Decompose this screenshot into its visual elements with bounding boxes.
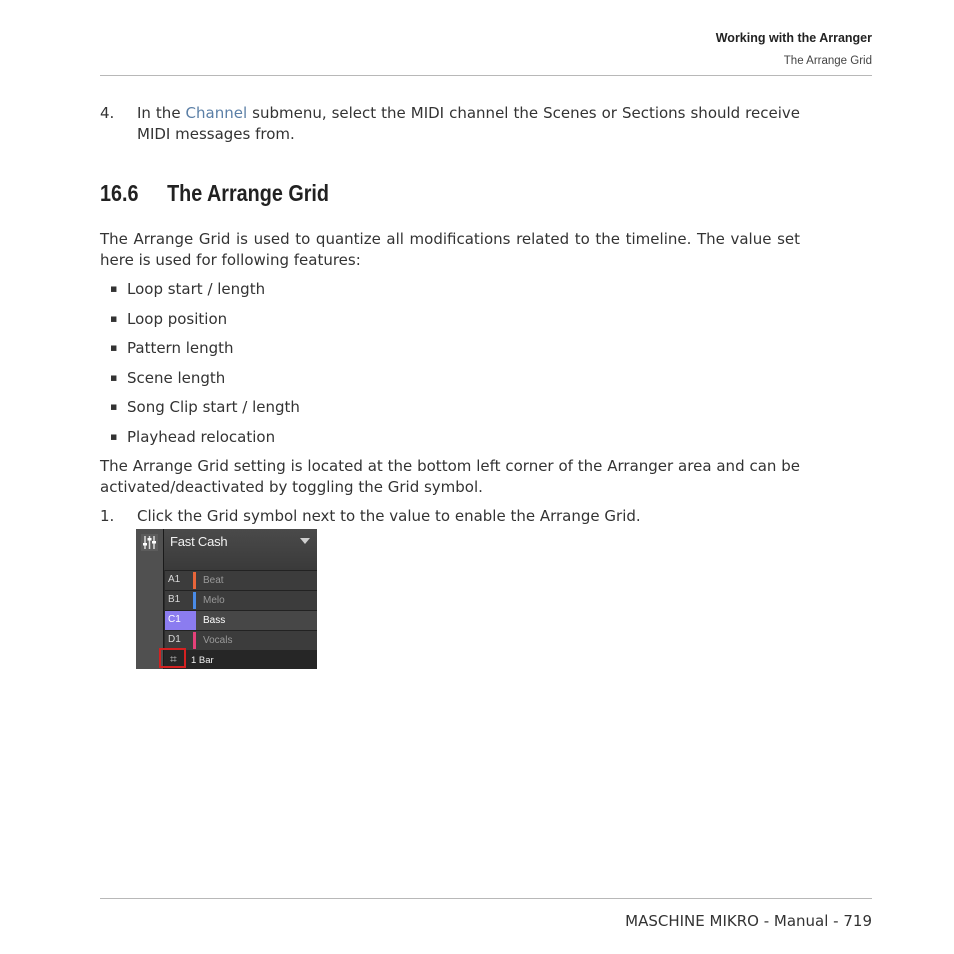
step-4 [100, 103, 800, 144]
list-item [110, 397, 300, 427]
mixer-icon[interactable] [141, 534, 158, 551]
scene-row-c1[interactable] [165, 610, 317, 630]
step-4-text-after: submenu, select the MIDI channel the Scenes or Sections should receive MIDI messages from. [137, 104, 800, 143]
dropdown-arrow-icon[interactable] [300, 538, 310, 544]
header-subtitle: The Arrange Grid [783, 55, 872, 67]
scene-row-id: D1 [168, 634, 181, 645]
list-item [110, 338, 300, 368]
list-item [110, 368, 300, 398]
page-footer: MASCHINE MIKRO - Manual - 719 [625, 912, 872, 930]
list-item-text: Loop start / length [127, 280, 266, 298]
footer-rule [100, 898, 872, 899]
scene-row-id: C1 [168, 614, 181, 625]
project-title-bar[interactable] [164, 529, 317, 570]
list-item [110, 309, 300, 339]
scene-row-name: Melo [203, 595, 225, 606]
scene-row-d1[interactable] [165, 630, 317, 650]
scene-row-id: A1 [168, 574, 181, 585]
list-item-text: Playhead relocation [127, 427, 276, 446]
bullet-icon: ▪ [110, 341, 118, 354]
grid-icon[interactable]: ⌗ [170, 652, 177, 666]
intro-paragraph: The Arrange Grid is used to quantize all modifications related to the timeline. The value set here is used for following features: [100, 230, 800, 269]
bullet-icon: ▪ [110, 311, 118, 325]
step-1 [100, 506, 800, 527]
section-title: The Arrange Grid [167, 180, 330, 206]
bullet-icon: ▪ [110, 400, 118, 413]
section-number: 16.6 [100, 180, 139, 206]
step-1-text: Click the Grid symbol next to the value to enable the Arrange Grid. [137, 507, 641, 525]
header-title: Working with the Arranger [715, 31, 872, 45]
step-4-text [137, 103, 800, 144]
feature-list [110, 279, 300, 456]
bullet-icon: ▪ [110, 282, 118, 295]
list-item-text: Scene length [127, 368, 226, 387]
grid-symbol-highlight [159, 648, 186, 668]
location-paragraph: The Arrange Grid setting is located at the bottom left corner of the Arranger area and can be activated/deactivated by toggling the Grid symbol. [100, 457, 800, 496]
list-item-text: Pattern length [127, 339, 234, 357]
channel-link[interactable]: Channel [185, 104, 248, 122]
step-4-text-before: In the [137, 104, 186, 122]
grid-value[interactable]: 1 Bar [191, 655, 214, 666]
list-item-text: Song Clip start / length [127, 398, 300, 416]
scene-row-name: Bass [203, 615, 226, 626]
scene-row-name: Beat [203, 575, 224, 586]
section-heading [100, 180, 329, 207]
project-name: Fast Cash [170, 534, 228, 549]
list-item [110, 427, 300, 457]
list-item [110, 279, 300, 309]
scene-row-name: Vocals [203, 635, 233, 646]
scene-row-b1[interactable] [165, 590, 317, 610]
list-item-text: Loop position [127, 309, 228, 328]
header-rule [100, 75, 872, 76]
bullet-icon: ▪ [110, 370, 118, 384]
bullet-icon: ▪ [110, 429, 118, 443]
step-1-number: 1. [100, 507, 115, 525]
color-swatch [193, 592, 196, 609]
scene-row-a1[interactable] [165, 570, 317, 590]
color-swatch [193, 632, 196, 649]
step-4-number: 4. [100, 104, 115, 122]
color-swatch [193, 572, 196, 589]
arrange-grid-row [164, 650, 317, 669]
scene-row-id: B1 [168, 594, 181, 605]
